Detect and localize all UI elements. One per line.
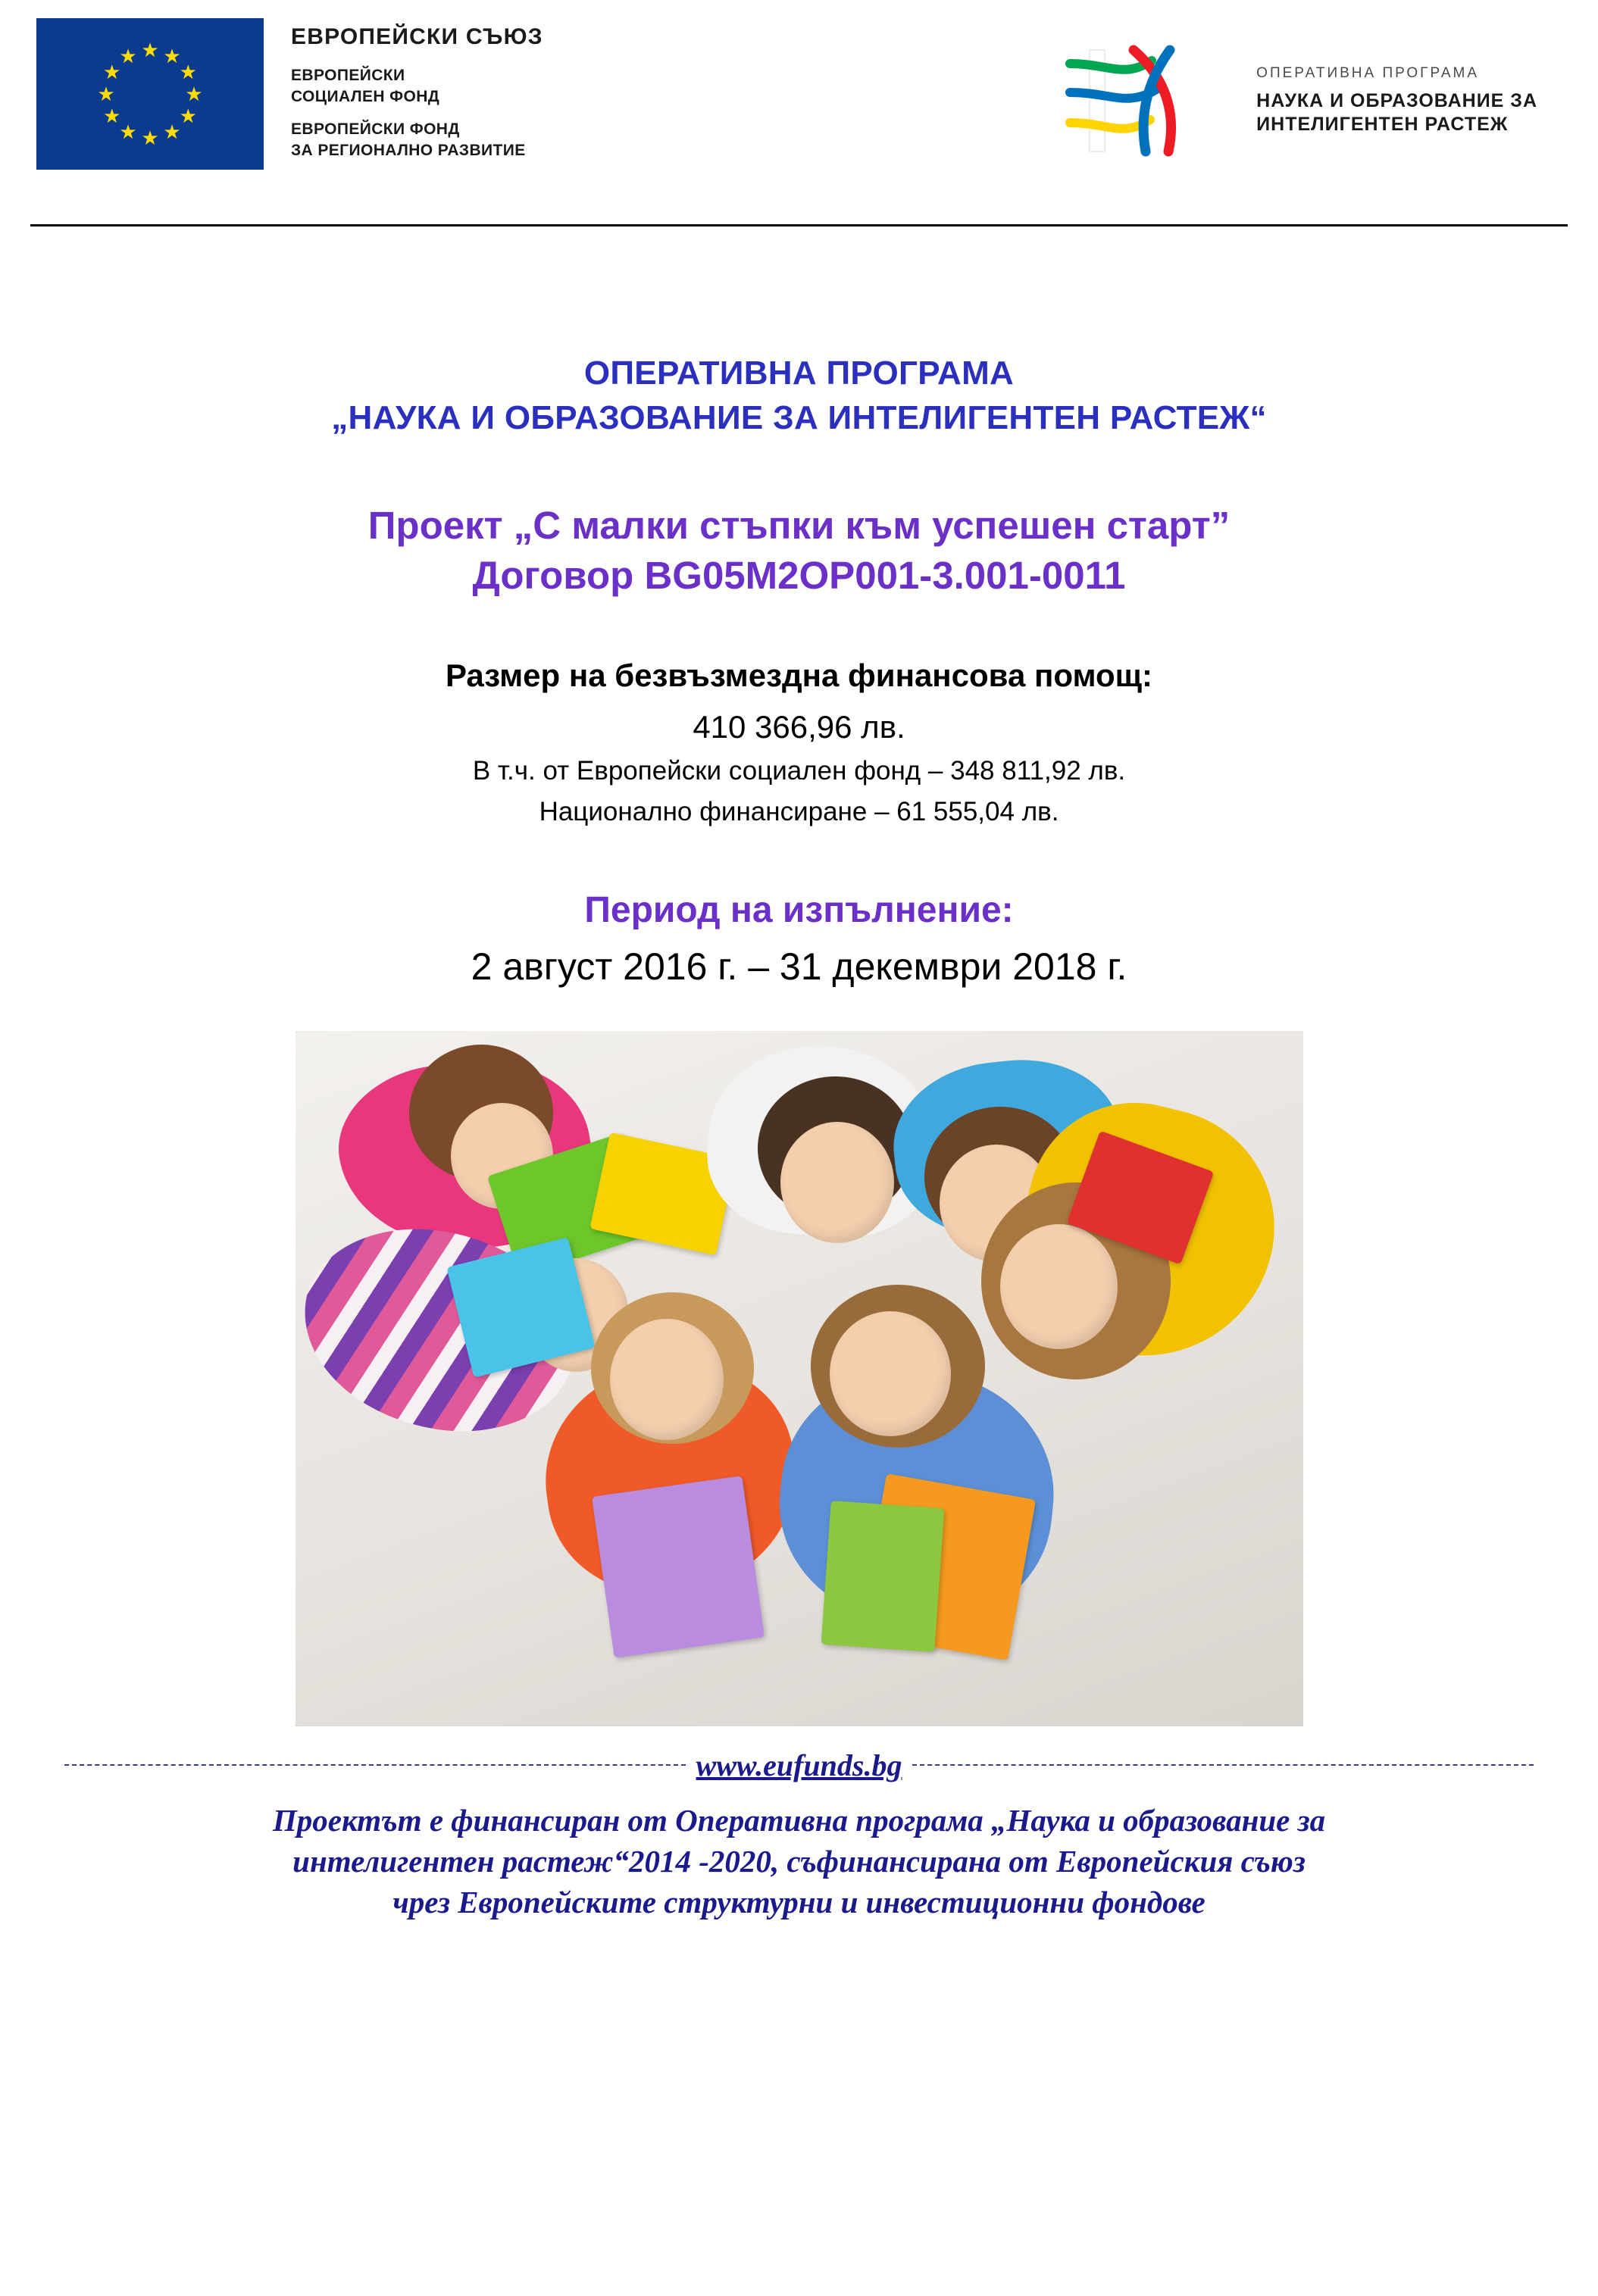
eu-fund1-line2: СОЦИАЛЕН ФОНД [291, 87, 440, 105]
eufunds-link[interactable]: www.eufunds.bg [696, 1748, 902, 1782]
book-lime [821, 1501, 944, 1652]
eu-logo-block [36, 18, 543, 170]
op-ribbon-icon [1055, 44, 1237, 158]
website-row [30, 1748, 1568, 1783]
children-photo [296, 1031, 1303, 1726]
program-title-line1: ОПЕРАТИВНА ПРОГРАМА [583, 355, 1015, 392]
period-title: Период на изпълнение: [584, 889, 1014, 930]
program-title-line2: „НАУКА И ОБРАЗОВАНИЕ ЗА ИНТЕЛИГЕНТЕН РАСТЕЖ“ [331, 398, 1267, 436]
grant-title: Размер на безвъзмездна финансова помощ: [445, 657, 1153, 693]
document-footer [0, 1748, 1598, 1923]
program-title [53, 351, 1545, 440]
grant-esf-line: В т.ч. от Европейски социален фонд – 348 811,92 лв. [472, 755, 1126, 786]
eu-title: ЕВРОПЕЙСКИ СЪЮЗ [291, 24, 543, 49]
dashed-rule-left [64, 1764, 686, 1766]
dashed-rule-right [912, 1764, 1534, 1766]
op-line2b: ИНТЕЛИГЕНТЕН РАСТЕЖ [1256, 114, 1509, 135]
funding-disclaimer-line3: чрез Европейските структурни и инвестиционни фондове [392, 1884, 1206, 1920]
grant-amount: 410 366,96 лв. [693, 708, 905, 745]
funding-disclaimer-line1: Проектът е финансиран от Оперативна програма „Наука и образование за [272, 1802, 1326, 1838]
book-purple [592, 1476, 765, 1658]
period-value: 2 август 2016 г. – 31 декември 2018 г. [471, 945, 1127, 988]
document-body [0, 351, 1598, 1726]
op-line1: ОПЕРАТИВНА ПРОГРАМА [1256, 64, 1480, 81]
project-name: Проект „С малки стъпки към успешен старт” [367, 504, 1231, 548]
op-line2a: НАУКА И ОБРАЗОВАНИЕ ЗА [1256, 89, 1537, 111]
child-center-left-head [610, 1319, 724, 1440]
op-logo-text [1256, 65, 1537, 137]
document-header [0, 0, 1598, 227]
child-right-yellow-head [1000, 1224, 1118, 1349]
child-top-center-head [780, 1122, 894, 1243]
eu-fund2-line1: ЕВРОПЕЙСКИ ФОНД [291, 120, 460, 139]
eu-logo-text [291, 18, 543, 161]
eu-fund2-line2: ЗА РЕГИОНАЛНО РАЗВИТИЕ [291, 142, 526, 160]
funding-disclaimer-line2: интелигентен растеж“2014 -2020, съфинансирана от Европейския съюз [292, 1843, 1306, 1879]
project-contract: Договор BG05M2OP001-3.001-0011 [472, 554, 1126, 598]
funding-disclaimer [30, 1800, 1568, 1923]
eu-fund1-line1: ЕВРОПЕЙСКИ [291, 67, 405, 84]
op-logo-block [1055, 18, 1553, 158]
grant-national-line: Национално финансиране – 61 555,04 лв. [539, 796, 1059, 826]
eu-flag-icon [36, 18, 264, 170]
child-center-right-head [830, 1311, 951, 1436]
header-divider [30, 224, 1568, 226]
project-block [53, 501, 1545, 601]
